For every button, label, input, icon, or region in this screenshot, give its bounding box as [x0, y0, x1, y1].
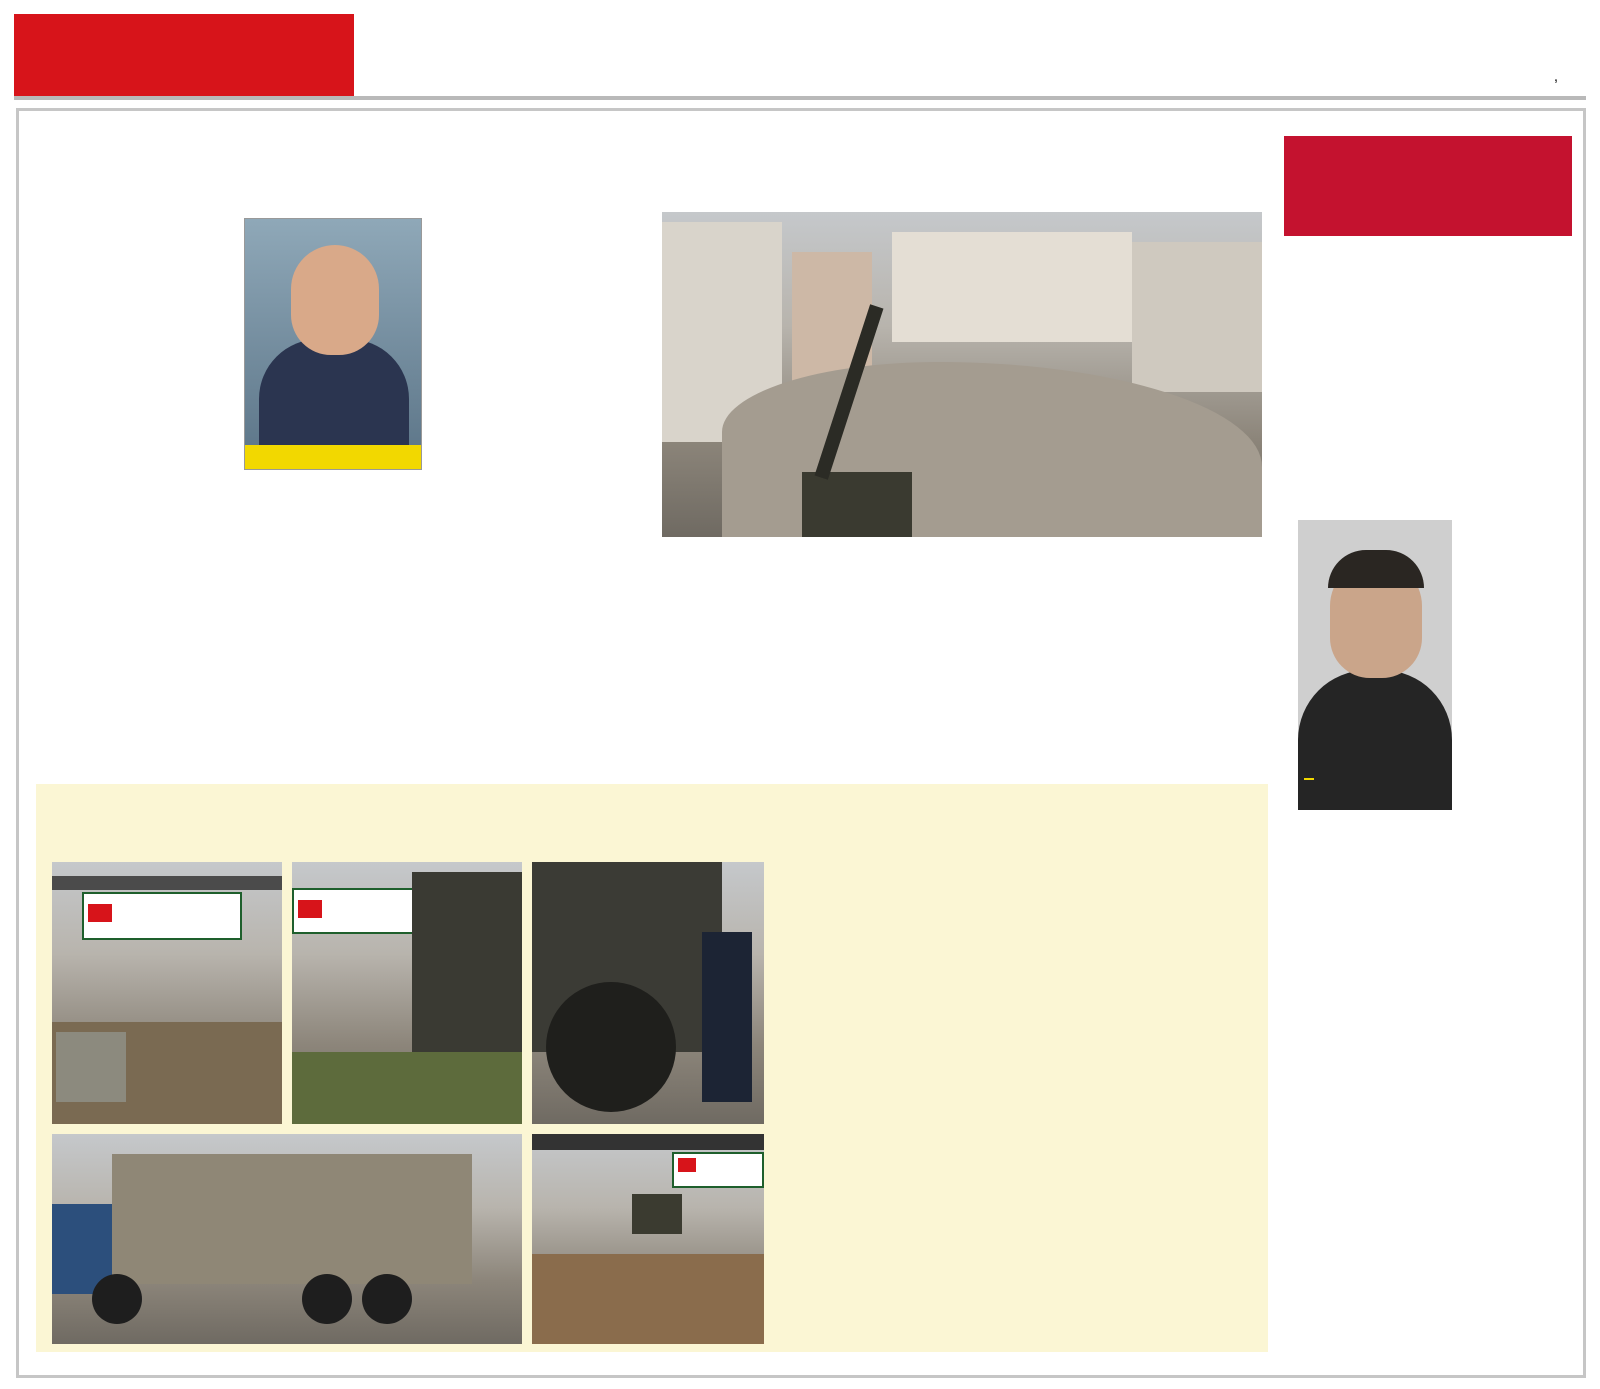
sidebar-person-photo	[1298, 520, 1452, 810]
columnist-face	[291, 245, 379, 355]
tractor-photo	[532, 862, 764, 1124]
dump-truck-photo	[52, 1134, 522, 1344]
person-hair	[1328, 550, 1424, 588]
cemetery-road-photo	[532, 1134, 764, 1344]
cemetery-photo-1	[52, 862, 282, 1124]
person-suit	[1298, 670, 1452, 810]
turkish-flag-icon-2	[298, 900, 322, 918]
turkish-flag-icon-3	[678, 1158, 696, 1172]
columnist-photo	[244, 218, 422, 470]
earthquake-rubble-photo	[662, 212, 1262, 537]
cemetery-photo-2	[292, 862, 522, 1124]
issue-date: ,	[1553, 68, 1558, 85]
person-caption	[1304, 778, 1314, 780]
columnist-name	[245, 445, 421, 469]
turkish-flag-icon	[88, 904, 112, 922]
sidebar-headline	[1284, 136, 1572, 236]
newspaper-masthead	[14, 14, 354, 96]
header-rule	[14, 96, 1586, 100]
